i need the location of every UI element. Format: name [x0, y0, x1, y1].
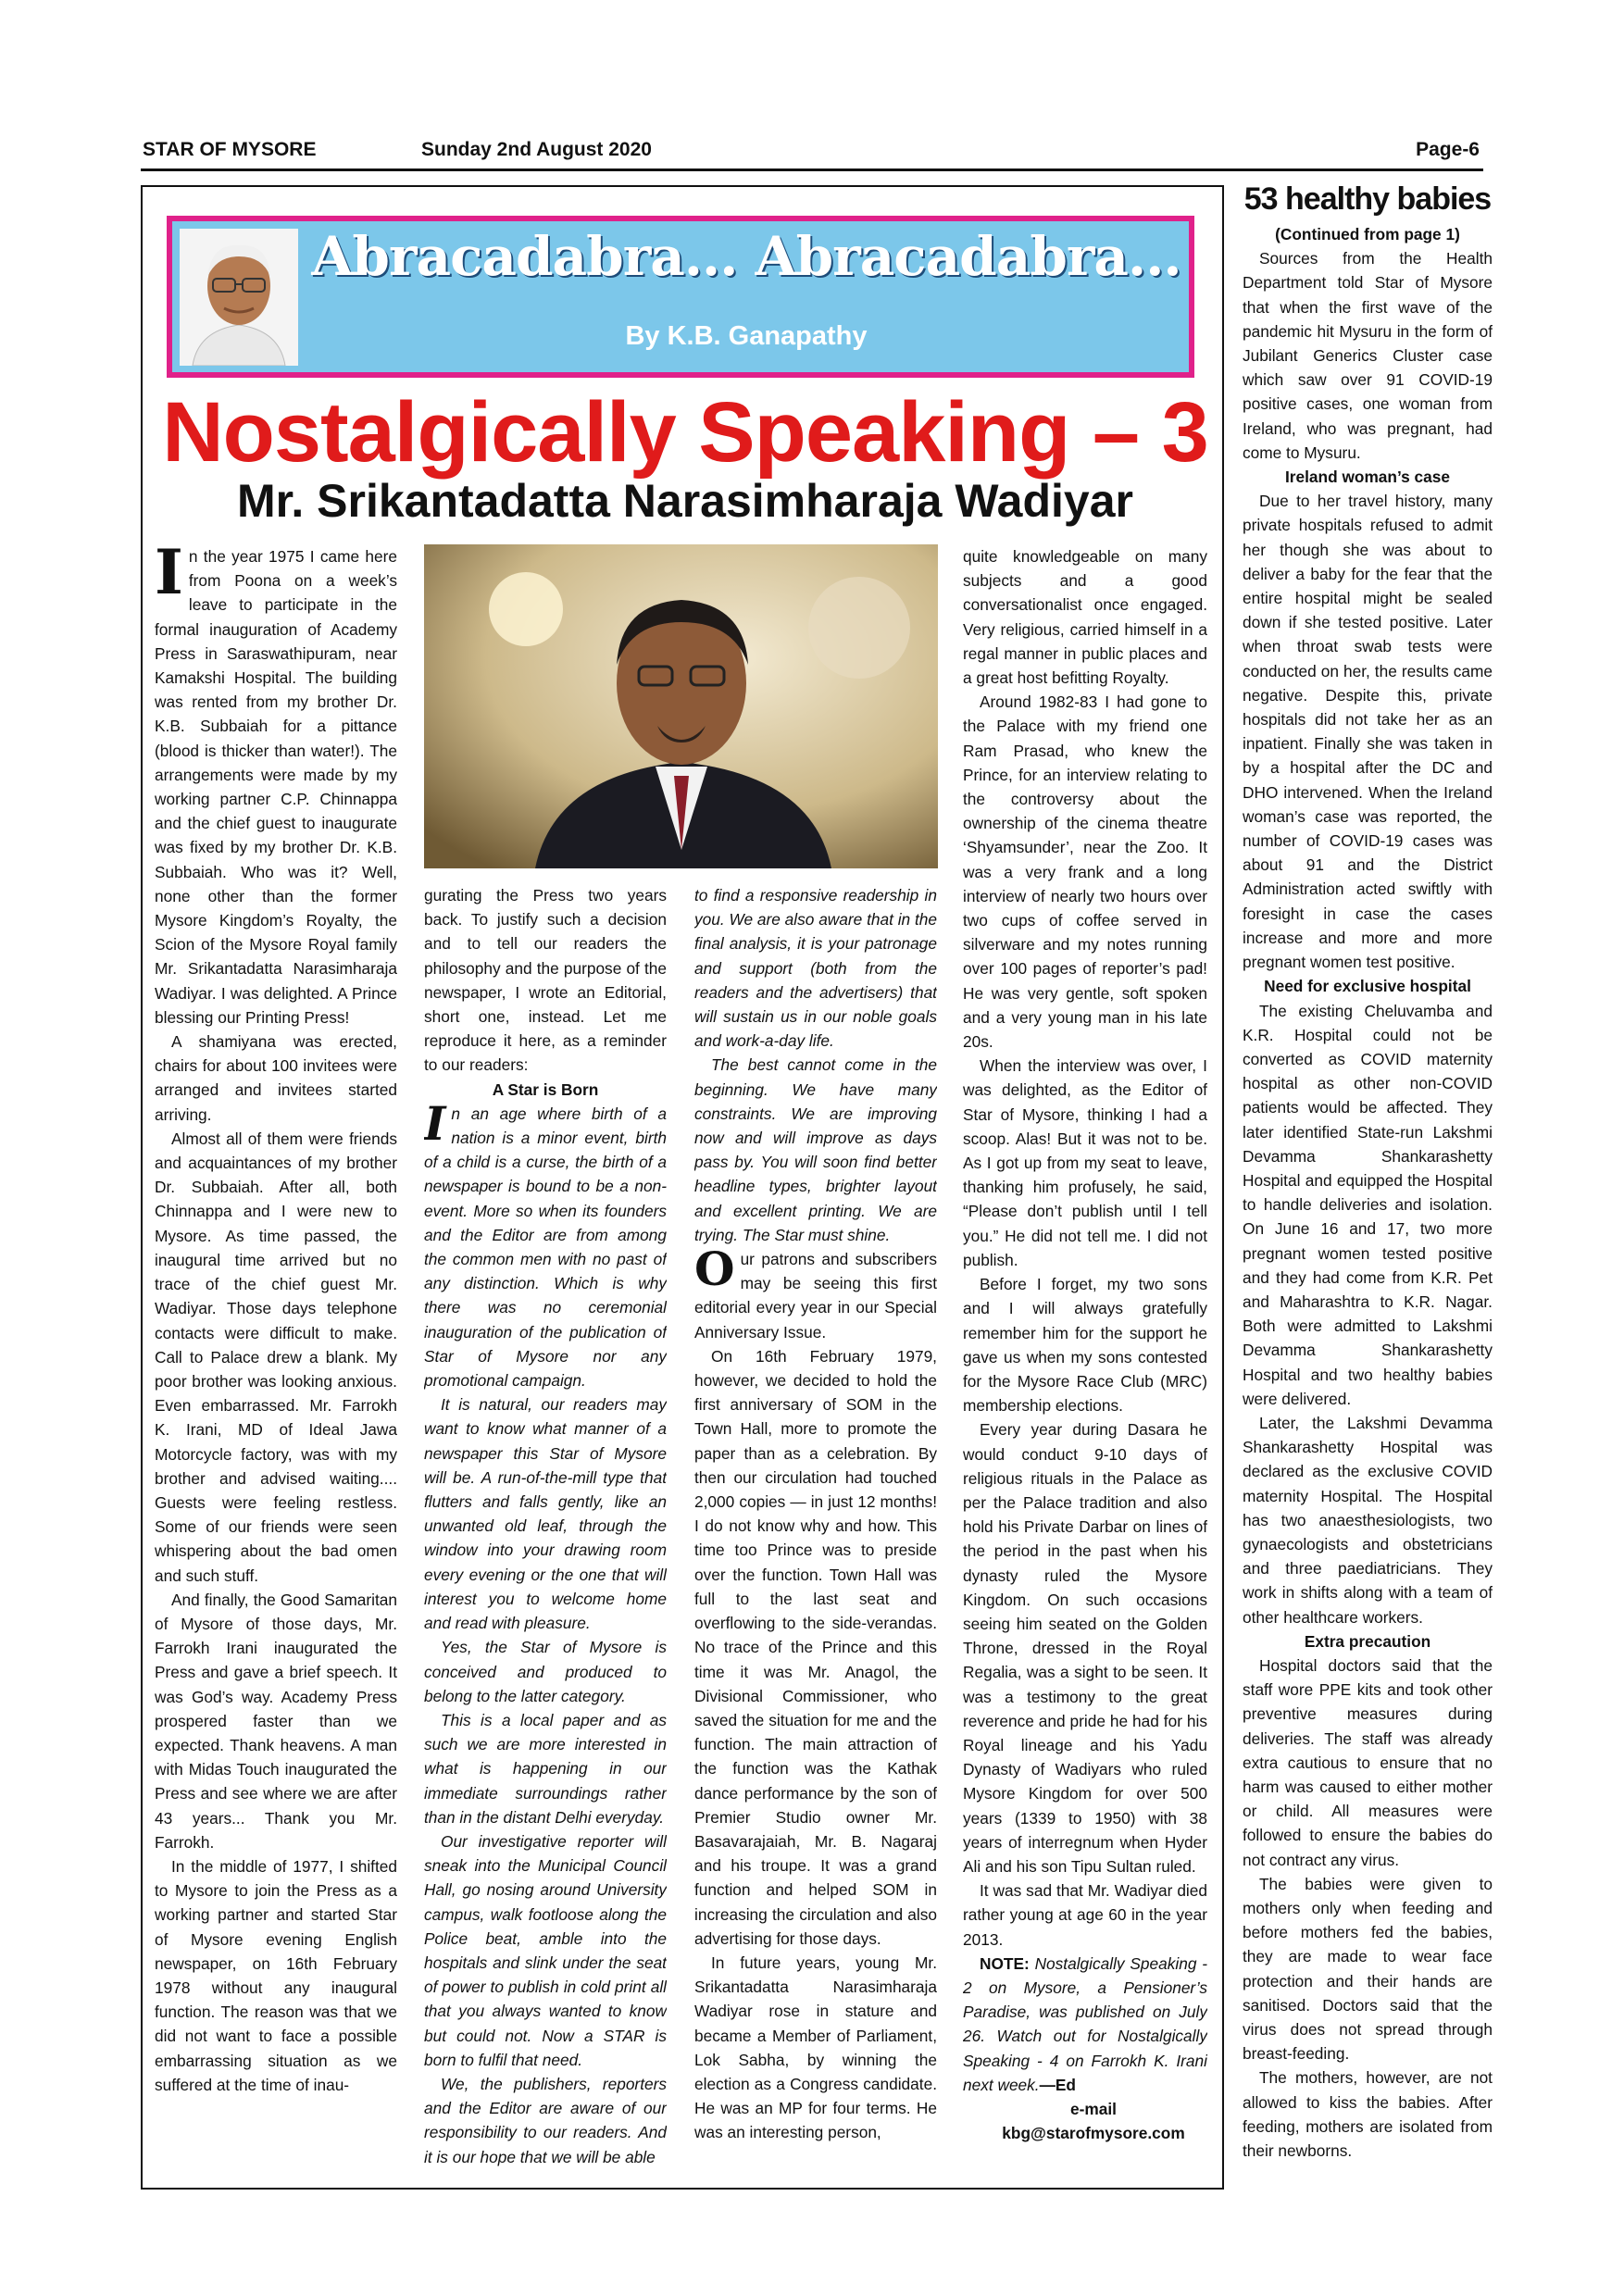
paragraph: gurating the Press two years back. To justify such a decision and to tell our readers the philosophy and the purpose of the newspaper, I wrote an Editorial, short one, instead. Let me reproduce it here, as a reminder to our readers: [424, 886, 667, 1075]
sidebar-subheading: Need for exclusive hospital [1264, 977, 1471, 996]
column-banner [167, 216, 1194, 378]
article-subheadline: Mr. Srikantadatta Narasimharaja Wadiyar [237, 475, 1133, 527]
paragraph: Due to her travel history, many private hospitals refused to admit her though she was about to deliver a baby for the fear that the entire hospital might be sealed down if she tested positive. Later when throat swab tests were conducted on her, the results came negative. Despite this, private hospitals did not take her as an inpatient. Finally she was taken in by a hospital after the DC and DHO intervened. When the Ireland woman’s case was reported, the number of COVID-19 cases was about 91 and the District Administration acted swiftly with foresight in case the cases increase and more and more pregnant women test positive. [1243, 492, 1493, 972]
paragraph: It is natural, our readers may want to know what manner of a newspaper this Star of Mysore will be. A run-of-the-mill type that flutters and falls gently, like an unwanted old leaf, through the window into your drawing room every evening or the one that will interest you to welcome home and read with pleasure. [424, 1395, 667, 1633]
paragraph: The babies were given to mothers only when feeding and before mothers fed the babies, they are made to wear face protection and their hands are sanitised. Doctors said that the virus does not spread through breast-feeding. [1243, 1874, 1493, 2064]
paragraph: Yes, the Star of Mysore is conceived and produced to belong to the latter category. [424, 1638, 667, 1705]
paragraph: In the middle of 1977, I shifted to Mysore to join the Press as a working partner and started Star of Mysore evening English newspaper, on 16th February 1978 without any inaugural function. The reason was that we did not want to face a possible embarrassing situation as we suffered at the time of inau- [155, 1856, 397, 2094]
article-column-2 [424, 883, 667, 2183]
paragraph: quite knowledgeable on many subjects and a good conversationalist once engaged. Very religious, carried himself in a regal manner in public places and a great host befitting Royalty. [963, 547, 1207, 688]
paragraph: The existing Cheluvamba and K.R. Hospital could not be converted as COVID maternity hospital as other non-COVID patients would be affected. They later identified State-run Lakshmi Devamma Shankarashetty Hospital and equipped the Hospital to handle deliveries and isolation. On June 16 and 17, two more pregnant women tested positive and they had come from K.R. Pet and Maharashtra to K.R. Nagar. Both were admitted to Lakshmi Devamma Shankarashetty Hospital and two healthy babies were delivered. [1243, 1001, 1493, 1408]
sidebar-subheading: Extra precaution [1304, 1631, 1431, 1651]
paragraph: We, the publishers, reporters and the Editor are aware of our responsibility to our readers. And it is our hope that we will be able [424, 2074, 667, 2166]
sidebar-story [1243, 222, 1493, 2194]
paragraph-text: ur patrons and subscribers may be seeing this first editorial every year in our Special Anniversary Issue. [694, 1250, 937, 1341]
note-label: NOTE: [980, 1953, 1030, 1973]
paragraph [424, 1095, 667, 1392]
paragraph: A shamiyana was erected, chairs for about 100 invitees were arranged and invitees started arriving. [155, 1032, 397, 1124]
column-byline: By K.B. Ganapathy [625, 321, 868, 351]
paragraph: to find a responsive readership in you. We are also aware that in the final analysis, it is your patronage and support (both from the readers and the advertisers) that will sustain us in our noble goals and work-a-day life. [694, 886, 937, 1051]
paragraph: In future years, young Mr. Srikantadatta Narasimharaja Wadiyar rose in stature and became a Member of Parliament, Lok Sabha, by winning the election as a Congress candidate. He was an MP for four terms. He was an interesting person, [694, 1953, 937, 2142]
paragraph-text: n the year 1975 I came here from Poona on a week’s leave to participate in the formal inauguration of Academy Press in Saraswathipuram, near Kamakshi Hospital. The building was rented from my brother Dr. K.B. Subbaiah for a pittance (blood is thicker than water!). The arrangements were made by my working partner C.P. Chinnappa and the chief guest to inaugurate was fixed by my brother Dr. K.B. Subbaiah. Who was it? Well, none other than the former Mysore Kingdom’s Royalty, the Scion of the Mysore Royal family Mr. Srikantadatta Narasimharaja Wadiyar. I was delighted. A Prince blessing our Printing Press! [155, 547, 397, 1027]
paragraph: Before I forget, my two sons and I will always gratefully remember him for the support he gave us when my sons contested for the Mysore Race Club (MRC) membership elections. [963, 1275, 1207, 1416]
paragraph: Our investigative reporter will sneak into the Municipal Council Hall, go nosing around University campus, walk footloose along the Police beat, amble into the hospitals and slink under the seat of power to publish in cold print all that you always wanted to know but could not. Now a STAR is born to fulfil that need. [424, 1831, 667, 2069]
article-photo [424, 544, 938, 868]
continued-note: (Continued from page 1) [1275, 225, 1460, 243]
author-email: kbg@starofmysore.com [1002, 2124, 1185, 2143]
paragraph: This is a local paper and as such we are more interested in what is happening in our immediate surroundings rather than in the distant Delhi everyday. [424, 1710, 667, 1827]
page-header [139, 139, 1485, 167]
paragraph: Around 1982-83 I had gone to the Palace with my friend one Ram Prasad, who knew the Prince, for an interview relating to the controversy about the ownership of the cinema theatre ‘Shyamsunder’, near the Zoo. It was a very frank and a long interview of nearly two hours over two cups of coffee served in silverware and my notes running over 100 pages of reporter’s pad! He was very gentle, soft spoken and a very young man in his late 20s. [963, 693, 1207, 1052]
sidebar-subheading: Ireland woman’s case [1284, 468, 1450, 487]
paragraph: On 16th February 1979, however, we decided to hold the first anniversary of SOM in the Town Hall, more to promote the paper than as a celebration. By then our circulation had touched 2,000 copies — in just 12 months! I do not know why and how. This time too Prince was to preside over the function. Town Hall was full to the last seat and overflowing to the side-verandas. No trace of the Prince and this time it was Mr. Anagol, the Divisional Commissioner, who saved the situation for me and the function. The main attraction of the function was the Kathak dance performance by the son of Premier Studio owner Mr. Basavarajaiah, Mr. B. Nagaraj and his troupe. It was a grand function and helped SOM in increasing the circulation and also advertising for those days. [694, 1346, 937, 1948]
paragraph: And finally, the Good Samaritan of Mysore of those days, Mr. Farrokh Irani inaugurated the Press and gave a brief speech. It was God’s way. Academy Press prospered faster than we expected. Thank heavens. A man with Midas Touch inaugurated the Press and see where we are after 43 years... Thank you Mr. Farrokh. [155, 1590, 397, 1852]
article-headline: Nostalgically Speaking – 3 [162, 385, 1208, 480]
paragraph [155, 544, 397, 1029]
editorial-subheading: A Star is Born [492, 1079, 599, 1099]
page-number: Page-6 [1416, 139, 1480, 160]
drop-cap: O [694, 1242, 735, 1297]
paragraph [694, 1242, 937, 1344]
issue-date: Sunday 2nd August 2020 [421, 139, 652, 160]
paragraph: The mothers, however, are not allowed to kiss the babies. After feeding, mothers are isolated from their newborns. [1243, 2068, 1493, 2161]
author-portrait-image [180, 229, 298, 366]
paragraph: Almost all of them were friends and acquaintances of my brother Dr. Subbaiah. After all, both Chinnappa and I were new to Mysore. As time passed, the inaugural time arrived but no trace of the chief guest Mr. Wadiyar. Those days telephone contacts were difficult to make. Call to Palace drew a blank. My poor brother was looking anxious. Even embarrassed. Mr. Farrokh K. Irani, MD of Ideal Jawa Motorcycle factory, was with my brother and advised waiting.... Guests were feeling restless. Some of our friends were seen whispering about the bad omen and such stuff. [155, 1129, 397, 1585]
note-sign: —Ed [1039, 2075, 1076, 2094]
article-column-3 [694, 883, 937, 2183]
article-column-4 [963, 544, 1207, 2183]
note-text: Nostalgically Speaking - 2 on Mysore, a Pensioner’s Paradise, was published on July 26. Watch out for Nostalgically Speaking - 4 on Farrokh K. Irani next week. [963, 1953, 1207, 2094]
wadiyar-photo-image [424, 544, 938, 868]
author-portrait [180, 229, 298, 366]
sidebar-headline: 53 healthy babies [1243, 181, 1492, 217]
paragraph: Later, the Lakshmi Devamma Shankarashetty Hospital was declared as the exclusive COVID maternity Hospital. The Hospital has two anaesthesiologists, two gynaecologists and obstetricians and three paediatricians. They work in shifts along with a team of other healthcare workers. [1243, 1413, 1493, 1627]
article-column-1 [155, 544, 397, 2183]
header-rule [141, 168, 1483, 171]
drop-cap: I [155, 544, 183, 608]
drop-cap: I [424, 1095, 446, 1151]
paragraph: Every year during Dasara he would conduct 9-10 days of religious rituals in the Palace as per the Palace tradition and also hold his Private Darbar on lines of the period in the past when his dynasty ruled the Mysore Kingdom. On such occasions seeing him seated on the Golden Throne, dressed in the Royal Regalia, was a sight to be seen. It was a testimony to the great reverence and pride he had for his Royal lineage and his Yadu Dynasty of Wadiyars who ruled Mysore Kingdom for over 500 years (1339 to 1950) with 38 years of interregnum when Hyder Ali and his son Tipu Sultan ruled. [963, 1420, 1207, 1876]
email-label: e-mail [1070, 2100, 1117, 2118]
paragraph: It was sad that Mr. Wadiyar died rather young at age 60 in the year 2013. [963, 1881, 1207, 1949]
paragraph: The best cannot come in the beginning. We have many constraints. We are improving now and will improve as days pass by. You will soon find better headline types, brighter layout and excellent printing. We are trying. The Star must shine. [694, 1055, 937, 1244]
paragraph: When the interview was over, I was delighted, as the Editor of Star of Mysore, thinking I had a scoop. Alas! But it was not to be. As I got up from my seat to leave, thanking him profusely, he said, “Please don’t publish until I tell you.” He did not tell me. I did not publish. [963, 1056, 1207, 1269]
publication-name: STAR OF MYSORE [143, 139, 317, 160]
paragraph: Hospital doctors said that the staff wore PPE kits and took other preventive measures during deliveries. The staff was already extra cautious to ensure that no harm was caused to either mother or child. All measures were followed to ensure the babies do not contract any virus. [1243, 1655, 1493, 1869]
paragraph-text: n an age where birth of a nation is a minor event, birth of a child is a curse, the birth of a newspaper is bound to be a non-event. More so when its founders and the Editor are from among the common men with no past of any distinction. Which is why there was no ceremonial inauguration of the publication of Star of Mysore nor any promotional campaign. [424, 1104, 667, 1391]
editor-note [963, 1952, 1207, 2097]
paragraph: Sources from the Health Department told Star of Mysore that when the first wave of the pandemic hit Mysuru in the form of Jubilant Generics Cluster case which saw over 91 COVID-19 positive cases, one woman from Ireland, who was pregnant, had come to Mysuru. [1243, 249, 1493, 462]
column-title: Abracadabra... Abracadabra... [311, 225, 1181, 288]
